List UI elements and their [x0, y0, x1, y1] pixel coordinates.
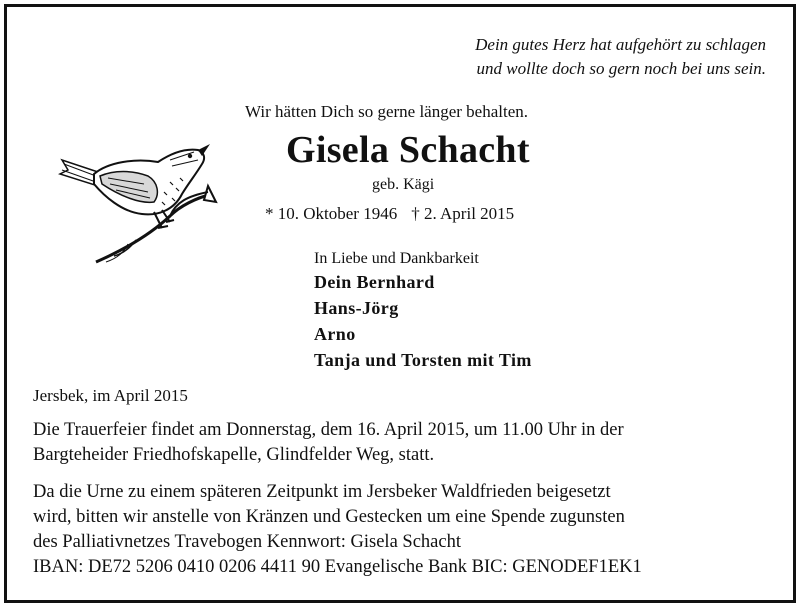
bird-on-branch-icon	[58, 140, 218, 270]
mourners-intro: In Liebe und Dankbarkeit	[314, 250, 479, 267]
mourner-name: Arno	[314, 324, 356, 344]
deceased-name: Gisela Schacht	[286, 129, 530, 171]
bank-details-line: IBAN: DE72 5206 0410 0206 4411 90 Evangelische Bank BIC: GENODEF1EK1	[33, 557, 642, 577]
funeral-paragraph	[33, 418, 773, 468]
intro-text: Wir hätten Dich so gerne länger behalten.	[245, 102, 529, 121]
mourner-name: Tanja und Torsten mit Tim	[314, 350, 532, 370]
birth-name: geb. Kägi	[372, 176, 435, 193]
death-date: † 2. April 2015	[411, 204, 515, 223]
funeral-line: Die Trauerfeier findet am Donnerstag, dem 16. April 2015, um 11.00 Uhr in der	[33, 420, 624, 440]
motto-line-2: und wollte doch so gern noch bei uns sein.	[476, 59, 766, 78]
birth-date: * 10. Oktober 1946	[265, 204, 398, 223]
motto-line-1: Dein gutes Herz hat aufgehört zu schlagen	[475, 35, 766, 54]
place-date: Jersbek, im April 2015	[33, 386, 188, 405]
donation-line: Da die Urne zu einem späteren Zeitpunkt im Jersbeker Waldfrieden beigesetzt	[33, 482, 611, 502]
mourner-name: Dein Bernhard	[314, 272, 435, 292]
donation-paragraph	[33, 480, 773, 580]
donation-line: des Palliativnetzes Travebogen Kennwort: Gisela Schacht	[33, 532, 461, 552]
mourner-name: Hans-Jörg	[314, 298, 399, 318]
funeral-line: Bargteheider Friedhofskapelle, Glindfelder Weg, statt.	[33, 445, 435, 465]
donation-line: wird, bitten wir anstelle von Kränzen und Gestecken um eine Spende zugunsten	[33, 507, 625, 527]
life-dates	[265, 204, 514, 224]
